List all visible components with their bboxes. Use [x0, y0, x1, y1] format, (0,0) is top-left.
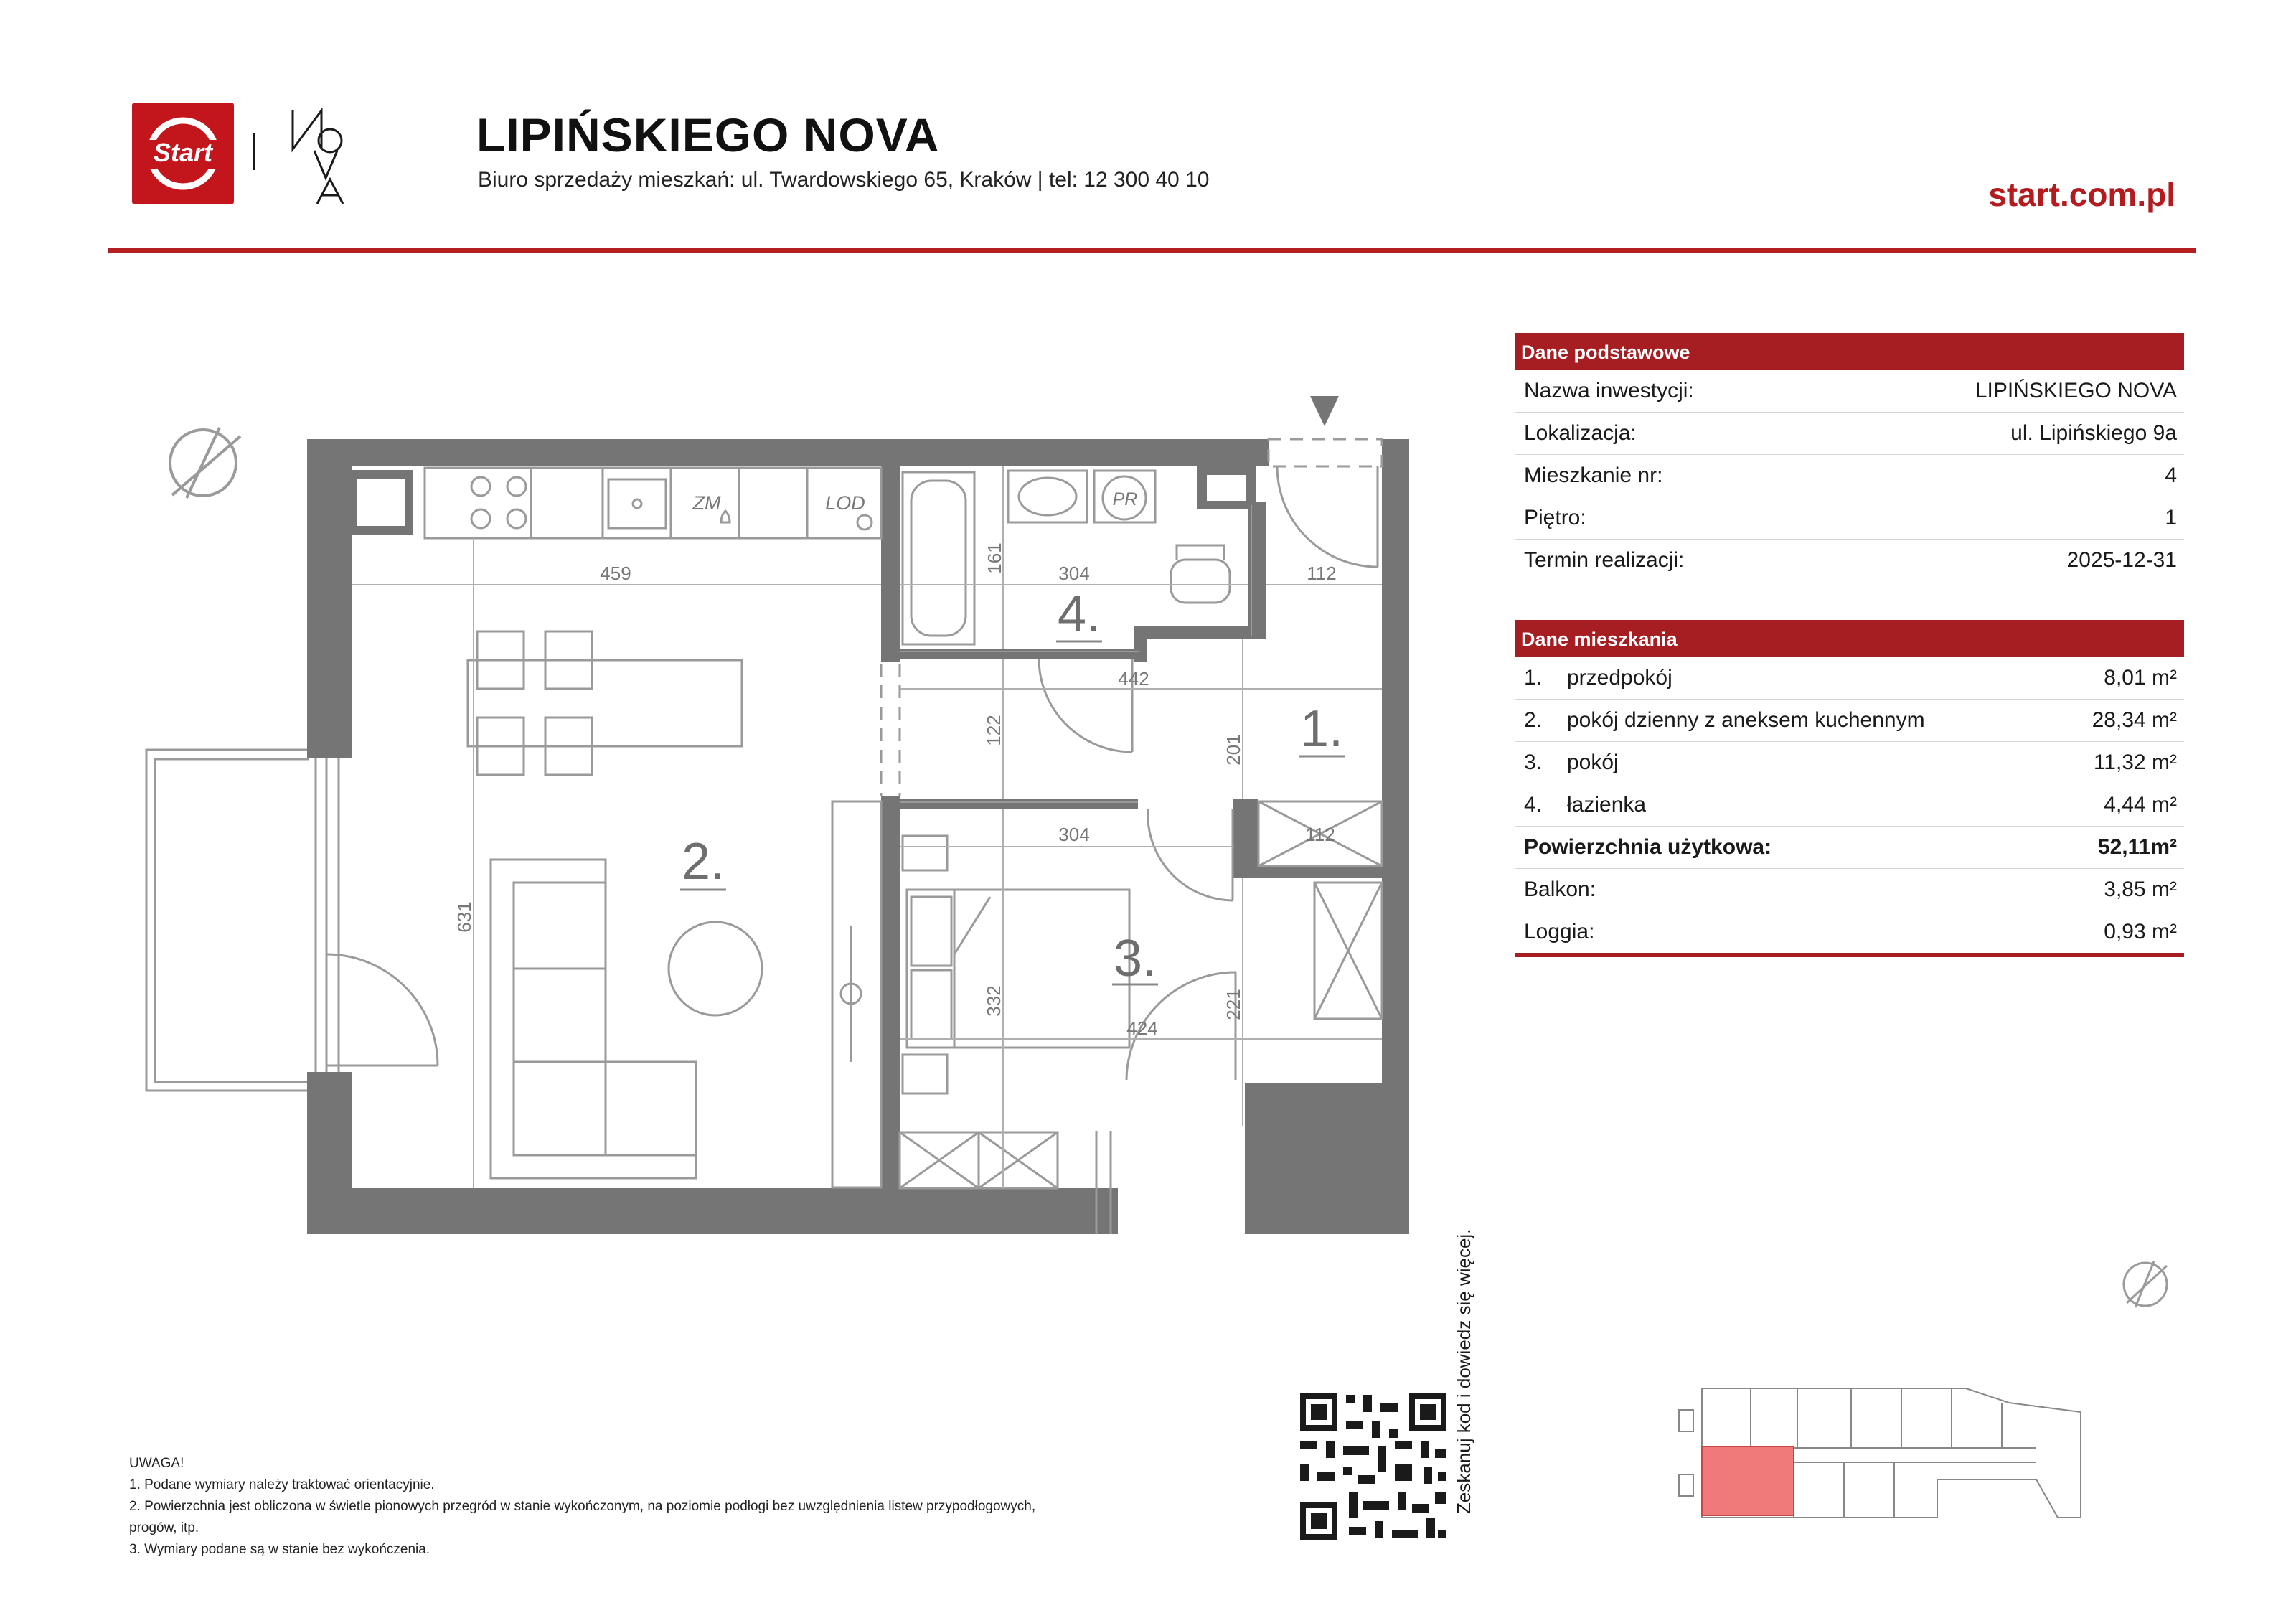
dining-table [468, 631, 742, 775]
row-value: ul. Lipińskiego 9a [2010, 421, 2177, 445]
window-left [316, 758, 339, 1072]
dim-label: 161 [984, 542, 1005, 574]
laundry-label: PR [1112, 489, 1138, 509]
entrance-arrow-icon [1310, 396, 1339, 426]
dim-label: 442 [1118, 668, 1149, 690]
page-title: LIPIŃSKIEGO NOVA [476, 108, 940, 161]
total-area-row [1515, 827, 2184, 869]
dim-label: 122 [983, 715, 1004, 746]
room-numbers [682, 585, 1343, 987]
basic-data-row [1515, 540, 2184, 581]
room-number: 2. [1524, 708, 1543, 732]
dimension-lines [352, 466, 1382, 1188]
extra-area-value: 0,93 m² [2104, 920, 2177, 944]
fridge-label: LOD [825, 492, 865, 514]
extra-area-label: Loggia: [1524, 920, 1595, 944]
room-number: 4. [1524, 793, 1543, 817]
dim-label: 459 [600, 563, 631, 584]
room-number-2: 2. [681, 833, 725, 890]
basic-data-heading: Dane podstawowe [1515, 333, 2184, 370]
apartment-data-heading: Dane mieszkania [1515, 620, 2184, 657]
notes-line: 1. Podane wymiary należy traktować orientacyjnie. [129, 1477, 435, 1492]
dim-label: 112 [1305, 824, 1335, 845]
nova-logo-text: NOVA [286, 106, 288, 107]
extra-area-value: 3,85 m² [2104, 878, 2177, 901]
total-area-value: 52,11m² [2097, 835, 2177, 859]
notes [129, 1453, 1035, 1561]
row-label: Nazwa inwestycji: [1524, 379, 1694, 403]
compass-icon [170, 428, 240, 498]
room-name: pokój dzienny z aneksem kuchennym [1567, 708, 1925, 732]
dim-label: 304 [1058, 563, 1090, 584]
sales-office-info: Biuro sprzedaży mieszkań: ul. Twardowskiego 65, Kraków | tel: 12 300 40 10 [478, 168, 1210, 192]
room-row [1515, 742, 2184, 784]
room-area: 4,44 m² [2104, 793, 2177, 817]
notes-line: UWAGA! [129, 1456, 184, 1471]
room-row [1515, 700, 2184, 742]
room-number-1: 1. [1299, 700, 1344, 758]
walls [307, 439, 1409, 1234]
extra-area-row [1515, 911, 2184, 953]
qr-code [1297, 1391, 1449, 1543]
room-name: łazienka [1567, 793, 1647, 817]
notes-line: 2. Powierzchnia jest obliczona w świetle pionowych przegród w stanie wykończonym, na poziomie podłogi bez uwzględnienia listew przypodłogowych, [129, 1499, 1036, 1514]
dim-label: 424 [1126, 1017, 1158, 1039]
room-number-3: 3. [1113, 930, 1157, 987]
bed [903, 836, 1129, 1093]
basic-data-table [1515, 333, 2184, 581]
sofa [491, 860, 696, 1178]
washer-label: ZM [692, 492, 721, 514]
room-name: przedpokój [1567, 666, 1672, 690]
table-end-rule [1515, 953, 2184, 957]
dim-label: 332 [983, 985, 1004, 1017]
row-label: Lokalizacja: [1524, 421, 1637, 445]
row-label: Termin realizacji: [1524, 548, 1685, 572]
extra-area-label: Balkon: [1524, 878, 1596, 901]
room-area: 8,01 m² [2104, 666, 2177, 690]
qr-caption: Zeskanuj kod i dowiedz się więcej. [1453, 1228, 1474, 1514]
room-number: 3. [1524, 751, 1543, 774]
basic-data-row [1515, 370, 2184, 413]
compass-small-icon [2124, 1261, 2167, 1307]
website-link[interactable]: start.com.pl [1988, 176, 2175, 213]
row-value: 1 [2165, 506, 2177, 530]
wardrobe-room3 [900, 1132, 1058, 1188]
start-logo-text: Start [153, 138, 213, 167]
basic-data-row [1515, 497, 2184, 540]
basic-data-row [1515, 413, 2184, 455]
extra-area-row [1515, 869, 2184, 911]
room-area: 28,34 m² [2092, 708, 2177, 732]
balcony [146, 750, 309, 1091]
basic-data-row [1515, 455, 2184, 497]
room-number: 1. [1524, 666, 1543, 690]
kitchen-counter [425, 468, 881, 538]
notes-line: progów, itp. [129, 1520, 199, 1535]
row-label: Mieszkanie nr: [1524, 464, 1663, 487]
dim-label: 201 [1223, 734, 1244, 766]
dim-label: 304 [1058, 824, 1090, 845]
wardrobe-room2 [832, 801, 881, 1187]
row-value: LIPIŃSKIEGO NOVA [1975, 379, 2177, 403]
dim-label: 631 [453, 901, 475, 933]
row-value: 2025-12-31 [2066, 548, 2177, 572]
apartment-data-table [1515, 620, 2184, 957]
dim-label: 112 [1307, 563, 1337, 584]
notes-line: 3. Wymiary podane są w stanie bez wykończenia. [129, 1542, 430, 1557]
room-name: pokój [1567, 751, 1619, 774]
row-value: 4 [2165, 464, 2177, 487]
row-label: Piętro: [1524, 506, 1586, 530]
dim-label: 221 [1223, 989, 1244, 1020]
room-area: 11,32 m² [2093, 751, 2177, 774]
total-area-label: Powierzchnia użytkowa: [1524, 835, 1772, 859]
room-row [1515, 784, 2184, 827]
highlighted-apartment [1702, 1446, 1794, 1515]
room-number-4: 4. [1057, 585, 1101, 643]
room-row [1515, 657, 2184, 700]
